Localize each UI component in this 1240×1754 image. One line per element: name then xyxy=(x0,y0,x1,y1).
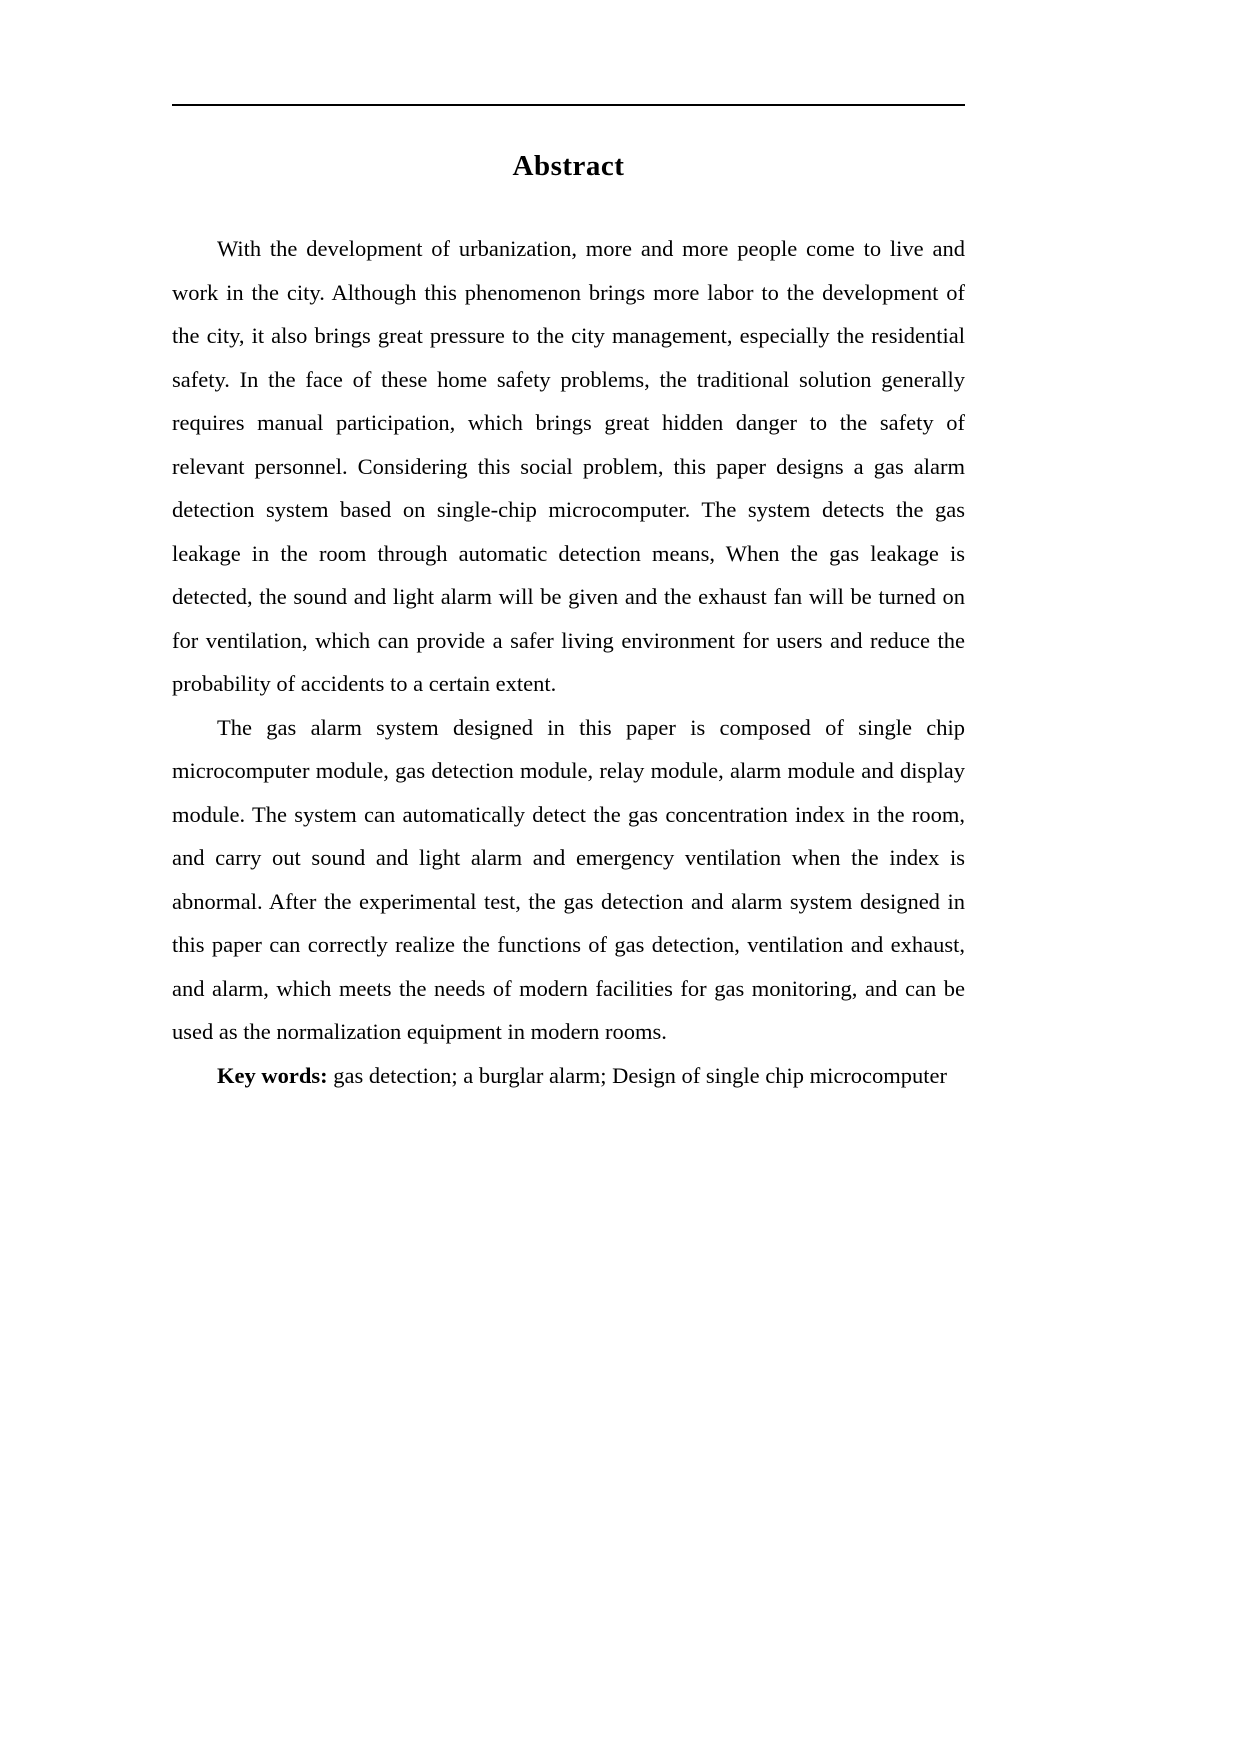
page-title: Abstract xyxy=(512,150,625,182)
abstract-paragraph-2: The gas alarm system designed in this paper is composed of single chip microcomputer module, gas detection module, relay module, alarm module and display module. The system can automatically detect the gas concentration index in the room, and carry out sound and light alarm and emergency ventilation when the index is abnormal. After the experimental test, the gas detection and alarm system designed in this paper can correctly realize the functions of gas detection, ventilation and exhaust, and alarm, which meets the needs of modern facilities for gas monitoring, and can be used as the normalization equipment in modern rooms. xyxy=(172,714,965,1044)
keywords-line xyxy=(172,1054,965,1098)
abstract-paragraph-1: With the development of urbanization, more and more people come to live and work in the city. Although this phenomenon brings more labor to the development of the city, it also brings great pressure to the city management, especially the residential safety. In the face of these home safety problems, the traditional solution generally requires manual participation, which brings great hidden danger to the safety of relevant personnel. Considering this social problem, this paper designs a gas alarm detection system based on single-chip microcomputer. The system detects the gas leakage in the room through automatic detection means, When the gas leakage is detected, the sound and light alarm will be given and the exhaust fan will be turned on for ventilation, which can provide a safer living environment for users and reduce the probability of accidents to a certain extent. xyxy=(172,236,965,696)
document-content xyxy=(172,150,965,1097)
header-divider xyxy=(172,104,965,106)
keywords-text: gas detection; a burglar alarm; Design of single chip microcomputer xyxy=(327,1062,948,1088)
keywords-label: Key words: xyxy=(217,1062,328,1088)
